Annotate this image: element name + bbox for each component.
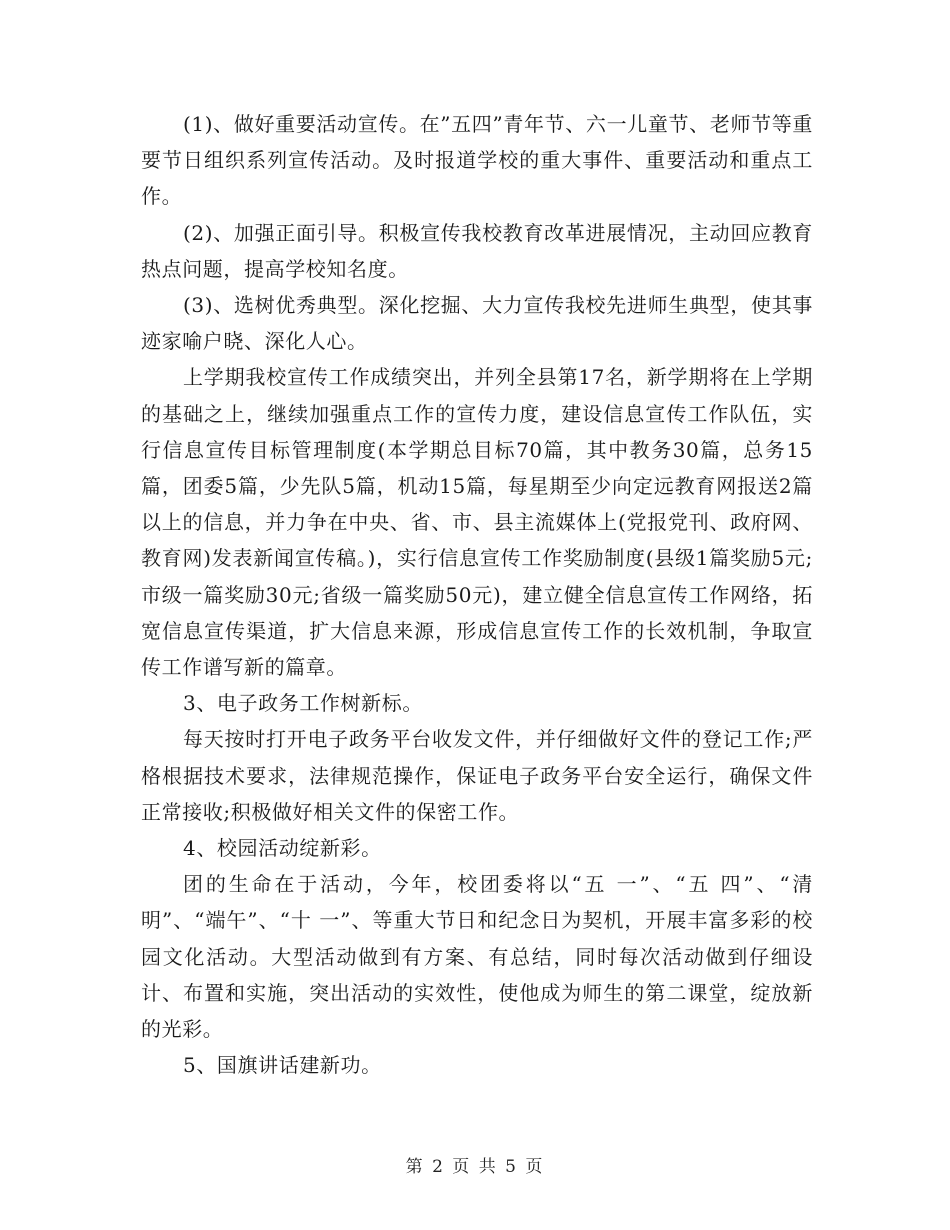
section-heading-4: 4、校园活动绽新彩。 <box>183 836 382 861</box>
document-body <box>141 106 813 1083</box>
section-heading-3: 3、电子政务工作树新标。 <box>183 691 423 716</box>
paragraph-1: (1)、做好重要活动宣传。在”五四”青年节、六一儿童节、老师节等重要节日组织系列宣传活动。及时报道学校的重大事件、重要活动和重点工作。 <box>141 112 813 209</box>
page-number-footer: 第 2 页 共 5 页 <box>405 1157 545 1177</box>
section-heading-5: 5、国旗讲话建新功。 <box>183 1053 382 1078</box>
paragraph-3: (3)、选树优秀典型。深化挖掘、大力宣传我校先进师生典型，使其事迹家喻户晓、深化人心。 <box>141 293 813 354</box>
paragraph-2: (2)、加强正面引导。积极宣传我校教育改革进展情况，主动回应教育热点问题，提高学校知名度。 <box>141 220 813 281</box>
paragraph-4: 上学期我校宣传工作成绩突出，并列全县第17名，新学期将在上学期的基础之上，继续加强重点工作的宣传力度，建设信息宣传工作队伍，实行信息宣传目标管理制度(本学期总目标70篇，其中教务30篇，总务15篇，团委5篇，少先队5篇，机动15篇，每星期至少向定远教育网报送2篇以上的信息，并力争在中央、省、市、县主流媒体上(党报党刊、政府网、教育网)发表新闻宣传稿。)，实行信息宣传工作奖励制度(县级1篇奖励5元;市级一篇奖励30元;省级一篇奖励50元)，建立健全信息宣传工作网络，拓宽信息宣传渠道，扩大信息来源，形成信息宣传工作的长效机制，争取宣传工作谱写新的篇章。 <box>141 365 813 680</box>
paragraph-5: 每天按时打开电子政务平台收发文件，并仔细做好文件的登记工作;严格根据技术要求，法律规范操作，保证电子政务平台安全运行，确保文件正常接收;积极做好相关文件的保密工作。 <box>141 727 813 824</box>
paragraph-6: 团的生命在于活动，今年，校团委将以“五 一”、“五 四”、“清明”、“端午”、“十 一”、等重大节日和纪念日为契机，开展丰富多彩的校园文化活动。大型活动做到有方案、有总结，同时每次活动做到仔细设计、布置和实施，突出活动的实效性，使他成为师生的第二课堂，绽放新的光彩。 <box>141 872 813 1042</box>
